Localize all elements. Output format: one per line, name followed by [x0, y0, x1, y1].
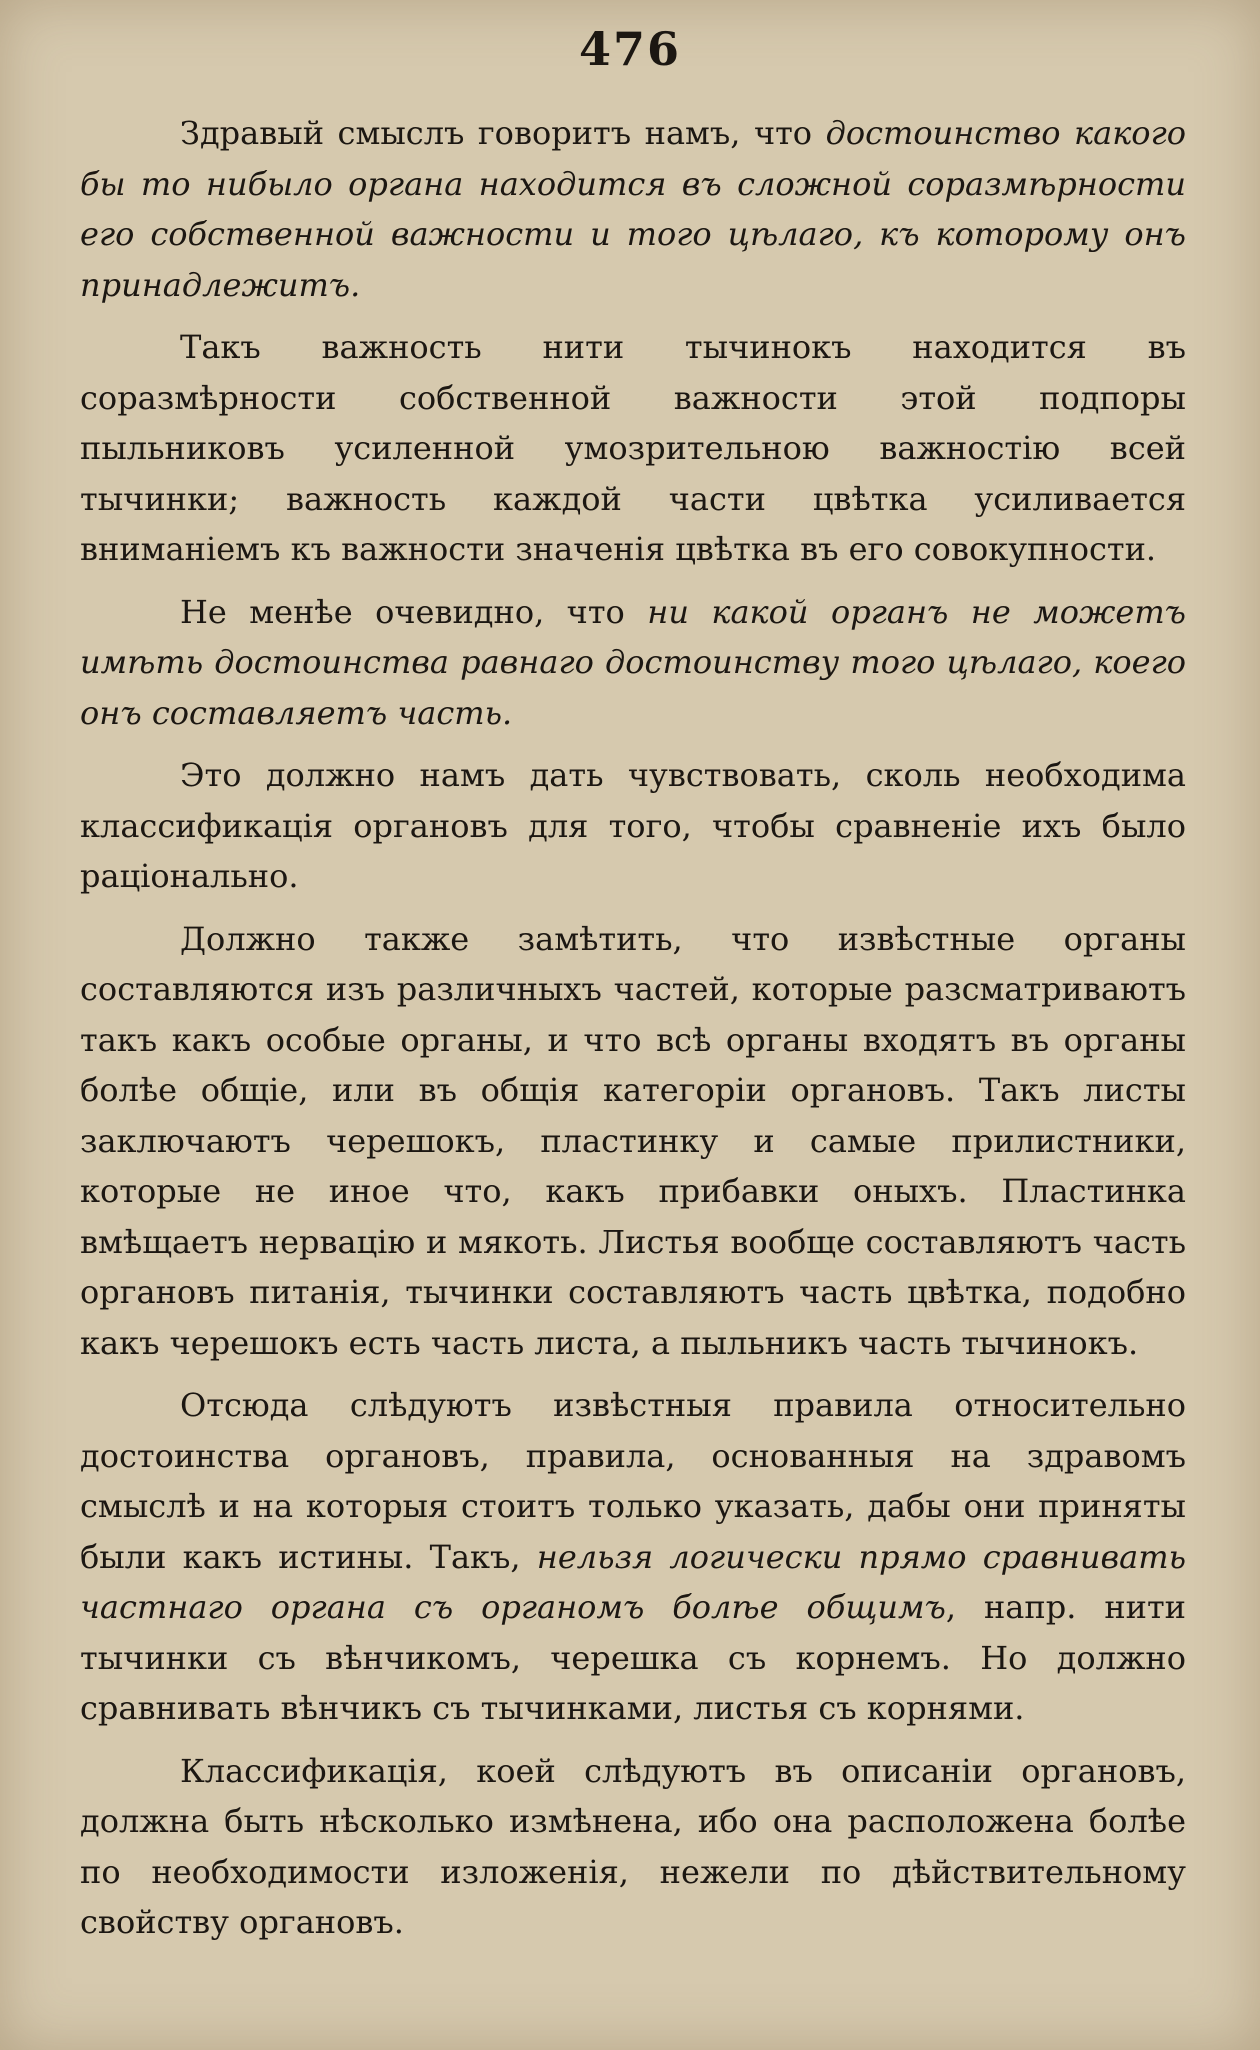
text-run: Такъ важность нити тычинокъ находится въ соразмѣрности собственной важности этой подпоры пыльниковъ усиленной умозрительною важностію всей тычинки; важность каждой части цвѣтка усиливается вниманіемъ къ важности значенія цвѣтка въ его совокупности. — [80, 328, 1186, 568]
text-run: Отсюда слѣдуютъ извѣстныя правила относительно достоинства органовъ, правила, основанныя на здравомъ смыслѣ и на которыя стоитъ только указать, дабы они приняты были какъ истины. Такъ, — [80, 1386, 1186, 1576]
text-run: Здравый смыслъ говоритъ намъ, что — [180, 114, 826, 152]
body-text — [80, 108, 1186, 1960]
paragraph-2 — [80, 322, 1186, 575]
text-run: Это должно намъ дать чувствовать, сколь необходима классификація органовъ для того, чтобы сравненіе ихъ было раціонально. — [80, 756, 1186, 895]
paragraph-1 — [80, 108, 1186, 310]
text-run: , напр. нити тычинки съ вѣнчикомъ, черешка съ корнемъ. Но должно сравнивать вѣнчикъ съ тычинками, листья съ корнями. — [80, 1588, 1187, 1727]
italic-text-run: нельзя логически прямо сравнивать частнаго органа съ органомъ болѣе общимъ — [80, 1537, 1187, 1626]
italic-text-run: ни какой органъ не можетъ имѣть достоинства равнаго достоинству того цѣлаго, коего онъ составляетъ часть. — [80, 592, 1186, 732]
paragraph-7 — [80, 1746, 1186, 1948]
paragraph-5 — [80, 914, 1186, 1369]
text-run: Классификація, коей слѣдуютъ въ описаніи органовъ, должна быть нѣсколько измѣнена, ибо она расположена болѣе по необходимости изложенія, нежели по дѣйствительному свойству органовъ. — [80, 1751, 1186, 1941]
text-run: Не менѣе очевидно, что — [180, 592, 648, 631]
text-run: Должно также замѣтить, что извѣстные органы составляются изъ различныхъ частей, которые разсматриваютъ такъ какъ особые органы, и что всѣ органы входятъ въ органы болѣе общіе, или въ общія категоріи органовъ. Такъ листы заключаютъ черешокъ, пластинку и самые прилистники, которые не иное что, какъ прибавки оныхъ. Пластинка вмѣщаетъ нервацію и мякоть. Листья вообще составляютъ часть органовъ питанія, тычинки составляютъ часть цвѣтка, подобно какъ черешокъ есть часть листа, а пыльникъ часть тычинокъ. — [80, 919, 1186, 1362]
italic-text-run: достоинство какого бы то нибыло органа находится въ сложной соразмѣрности его собственной важности и того цѣлаго, къ которому онъ принадлежитъ. — [80, 114, 1187, 304]
page-number: 476 — [578, 22, 682, 76]
paragraph-4 — [80, 750, 1186, 902]
paragraph-3 — [80, 587, 1186, 739]
paragraph-6 — [80, 1380, 1186, 1734]
